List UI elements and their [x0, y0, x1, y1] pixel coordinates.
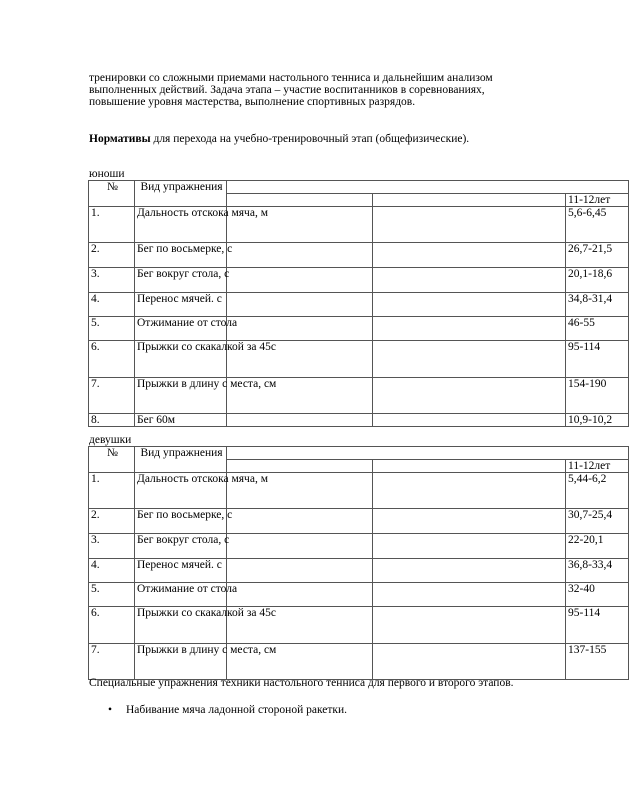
row-number: 3. — [89, 534, 135, 559]
row-value: 95-114 — [566, 341, 629, 378]
boys-header-row — [89, 181, 629, 194]
row-empty-cell — [227, 243, 373, 268]
row-exercise: Перенос мячей. с — [135, 559, 227, 583]
row-empty-cell — [373, 341, 566, 378]
row-empty-cell — [227, 317, 373, 341]
bullet-item-text: Набивание мяча ладонной стороной ракетки. — [126, 704, 348, 716]
row-empty-cell — [373, 607, 566, 644]
bullet-dot-icon: • — [108, 704, 113, 716]
row-empty-cell — [227, 509, 373, 534]
girls-table-body — [89, 473, 629, 680]
table-row — [89, 378, 629, 414]
row-exercise: Бег вокруг стола, с — [135, 268, 227, 293]
norms-heading — [89, 133, 529, 145]
header-num: № — [89, 181, 135, 207]
header-age: 11-12лет — [566, 460, 629, 473]
header-exercise: Вид упражнения — [135, 181, 227, 207]
row-empty-cell — [373, 243, 566, 268]
row-exercise: Прыжки со скакалкой за 45с — [135, 607, 227, 644]
header-empty-cell — [373, 460, 566, 473]
row-value: 34,8-31,4 — [566, 293, 629, 317]
row-empty-cell — [373, 378, 566, 414]
row-number: 6. — [89, 607, 135, 644]
row-value: 22-20,1 — [566, 534, 629, 559]
table-row — [89, 559, 629, 583]
row-value: 20,1-18,6 — [566, 268, 629, 293]
row-value: 26,7-21,5 — [566, 243, 629, 268]
row-empty-cell — [373, 534, 566, 559]
table-row — [89, 341, 629, 378]
bullet-item — [108, 704, 347, 716]
header-empty-cell — [373, 194, 566, 207]
row-value: 137-155 — [566, 644, 629, 680]
row-exercise: Бег по восьмерке, с — [135, 509, 227, 534]
row-empty-cell — [373, 293, 566, 317]
header-empty-cell — [227, 460, 373, 473]
table-row — [89, 607, 629, 644]
norms-heading-rest: для перехода на учебно-тренировочный этап (общефизические). — [150, 133, 470, 145]
row-empty-cell — [227, 559, 373, 583]
row-number: 1. — [89, 207, 135, 243]
boys-norms-table — [88, 180, 629, 427]
header-exercise: Вид упражнения — [135, 447, 227, 473]
row-empty-cell — [227, 268, 373, 293]
table-row — [89, 317, 629, 341]
row-value: 10,9-10,2 — [566, 414, 629, 427]
row-empty-cell — [373, 644, 566, 680]
girls-caption: девушки — [89, 434, 132, 446]
row-empty-cell — [227, 414, 373, 427]
special-exercises-paragraph: Специальные упражнения техники настольного тенниса для первого и второго этапов. — [89, 677, 514, 689]
row-empty-cell — [373, 414, 566, 427]
header-num: № — [89, 447, 135, 473]
row-exercise: Перенос мячей. с — [135, 293, 227, 317]
row-exercise: Дальность отскока мяча, м — [135, 207, 227, 243]
table-row — [89, 534, 629, 559]
table-row — [89, 243, 629, 268]
row-number: 6. — [89, 341, 135, 378]
row-empty-cell — [373, 509, 566, 534]
row-value: 95-114 — [566, 607, 629, 644]
row-exercise: Бег вокруг стола, с — [135, 534, 227, 559]
row-value: 30,7-25,4 — [566, 509, 629, 534]
header-empty-cell — [227, 194, 373, 207]
row-value: 5,6-6,45 — [566, 207, 629, 243]
girls-header-row — [89, 447, 629, 460]
table-row — [89, 644, 629, 680]
table-row — [89, 583, 629, 607]
row-empty-cell — [227, 293, 373, 317]
row-number: 4. — [89, 293, 135, 317]
row-exercise: Прыжки в длину с места, см — [135, 378, 227, 414]
row-number: 5. — [89, 583, 135, 607]
table-row — [89, 268, 629, 293]
intro-paragraph: тренировки со сложными приемами настольного тенниса и дальнейшим анализом выполненных действий. Задача этапа – участие воспитанников в соревнованиях, повышение уровня мастерства, выполнение спортивных разрядов. — [89, 72, 493, 108]
table-row — [89, 207, 629, 243]
table-row — [89, 473, 629, 509]
row-exercise: Дальность отскока мяча, м — [135, 473, 227, 509]
row-exercise: Прыжки в длину с места, см — [135, 644, 227, 680]
row-number: 5. — [89, 317, 135, 341]
row-number: 3. — [89, 268, 135, 293]
row-value: 154-190 — [566, 378, 629, 414]
row-empty-cell — [373, 317, 566, 341]
row-exercise: Бег 60м — [135, 414, 227, 427]
norms-heading-bold: Нормативы — [89, 133, 151, 145]
table-row — [89, 509, 629, 534]
row-value: 36,8-33,4 — [566, 559, 629, 583]
row-number: 7. — [89, 378, 135, 414]
row-number: 7. — [89, 644, 135, 680]
row-empty-cell — [373, 473, 566, 509]
table-row — [89, 293, 629, 317]
header-group-cell — [227, 447, 629, 460]
row-exercise: Отжимание от стола — [135, 583, 227, 607]
row-empty-cell — [227, 534, 373, 559]
row-exercise: Отжимание от стола — [135, 317, 227, 341]
girls-norms-table — [88, 446, 629, 680]
row-exercise: Бег по восьмерке, с — [135, 243, 227, 268]
row-number: 2. — [89, 509, 135, 534]
row-number: 4. — [89, 559, 135, 583]
row-empty-cell — [373, 207, 566, 243]
row-number: 8. — [89, 414, 135, 427]
row-empty-cell — [373, 583, 566, 607]
row-number: 1. — [89, 473, 135, 509]
header-age: 11-12лет — [566, 194, 629, 207]
row-empty-cell — [373, 559, 566, 583]
row-number: 2. — [89, 243, 135, 268]
header-group-cell — [227, 181, 629, 194]
row-empty-cell — [373, 268, 566, 293]
row-value: 32-40 — [566, 583, 629, 607]
row-empty-cell — [227, 583, 373, 607]
row-value: 5,44-6,2 — [566, 473, 629, 509]
table-row — [89, 414, 629, 427]
row-exercise: Прыжки со скакалкой за 45с — [135, 341, 227, 378]
boys-caption: юноши — [89, 168, 125, 180]
row-value: 46-55 — [566, 317, 629, 341]
boys-table-body — [89, 207, 629, 427]
